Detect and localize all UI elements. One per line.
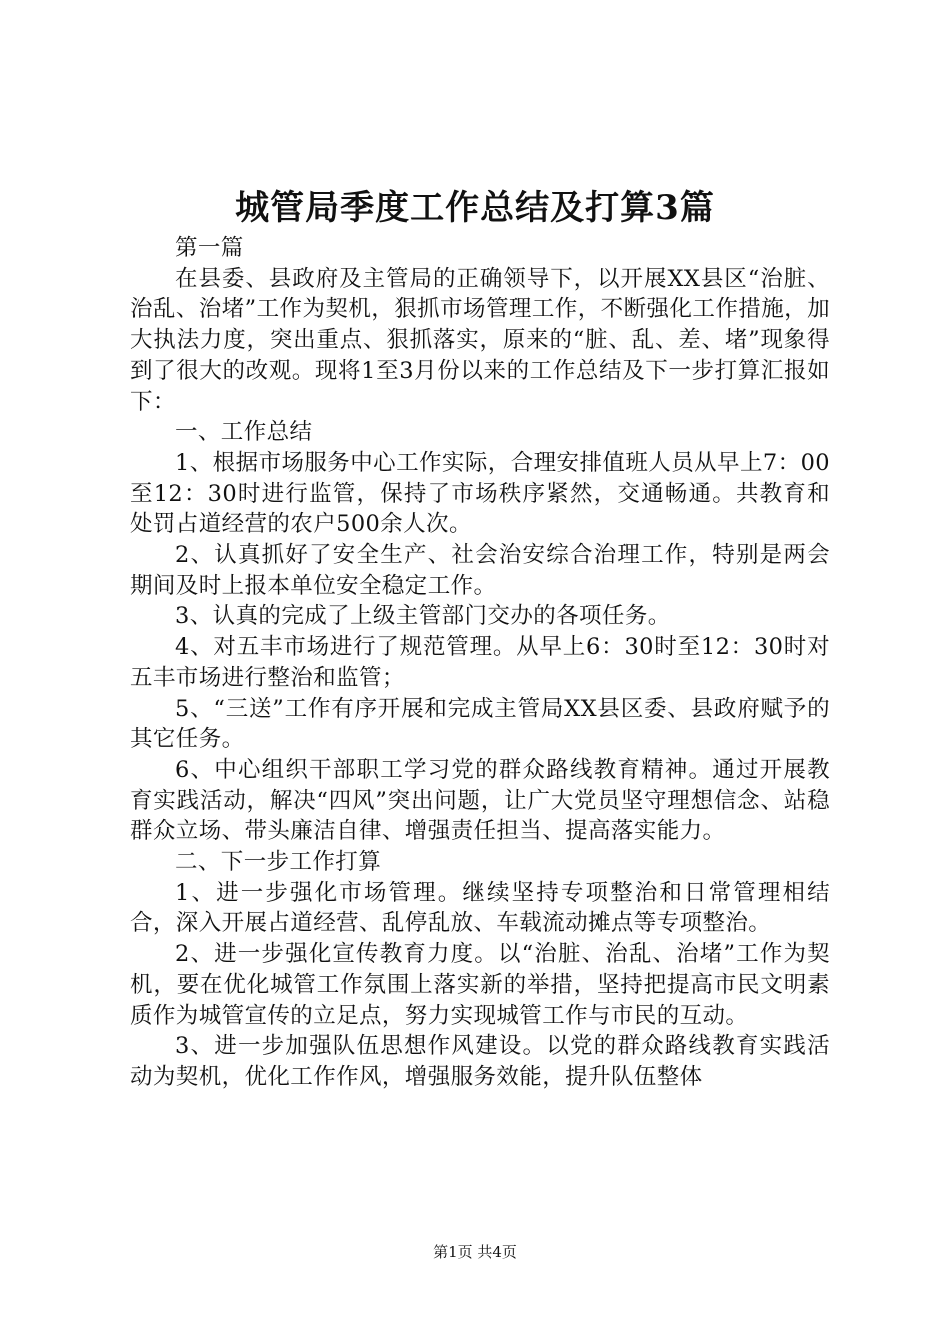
paragraph: 2、认真抓好了安全生产、社会治安综合治理工作，特别是两会期间及时上报本单位安全稳定工作。	[130, 542, 830, 599]
section-heading: 二、下一步工作打算	[175, 849, 382, 876]
page-number-footer: 第1页 共4页	[433, 1243, 517, 1261]
document-title: 城管局季度工作总结及打算3篇	[235, 188, 715, 228]
paragraph: 6、中心组织干部职工学习党的群众路线教育精神。通过开展教育实践活动，解决“四风”突出问题，让广大党员坚守理想信念、站稳群众立场、带头廉洁自律、增强责任担当、提高落实能力。	[130, 756, 830, 845]
paragraph: 2、进一步强化宣传教育力度。以“治脏、治乱、治堵”工作为契机，要在优化城管工作氛围上落实新的举措，坚持把提高市民文明素质作为城管宣传的立足点，努力实现城管工作与市民的互动。	[130, 941, 830, 1029]
paragraph: 4、对五丰市场进行了规范管理。从早上6：30时至12：30时对五丰市场进行整治和监管；	[130, 634, 830, 691]
paragraph: 3、认真的完成了上级主管部门交办的各项任务。	[175, 603, 671, 630]
paragraph: 在县委、县政府及主管局的正确领导下，以开展XX县区“治脏、治乱、治堵”工作为契机，狠抓市场管理工作，不断强化工作措施，加大执法力度，突出重点、狠抓落实，原来的“脏、乱、差、堵”现象得到了很大的改观。现将1至3月份以来的工作总结及下一步打算汇报如下：	[130, 265, 830, 415]
paragraph: 5、“三送”工作有序开展和完成主管局XX县区委、县政府赋予的其它任务。	[130, 695, 830, 753]
section-heading: 一、工作总结	[175, 419, 313, 446]
document-body	[130, 233, 830, 1093]
paragraph: 1、进一步强化市场管理。继续坚持专项整治和日常管理相结合，深入开展占道经营、乱停乱放、车载流动摊点等专项整治。	[130, 879, 830, 937]
paragraph: 1、根据市场服务中心工作实际，合理安排值班人员从早上7：00至12：30时进行监管，保持了市场秩序紧然，交通畅通。共教育和处罚占道经营的农户500余人次。	[130, 449, 830, 538]
section-heading: 第一篇	[175, 235, 244, 261]
paragraph: 3、进一步加强队伍思想作风建设。以党的群众路线教育实践活动为契机，优化工作作风，增强服务效能，提升队伍整体	[130, 1033, 830, 1090]
